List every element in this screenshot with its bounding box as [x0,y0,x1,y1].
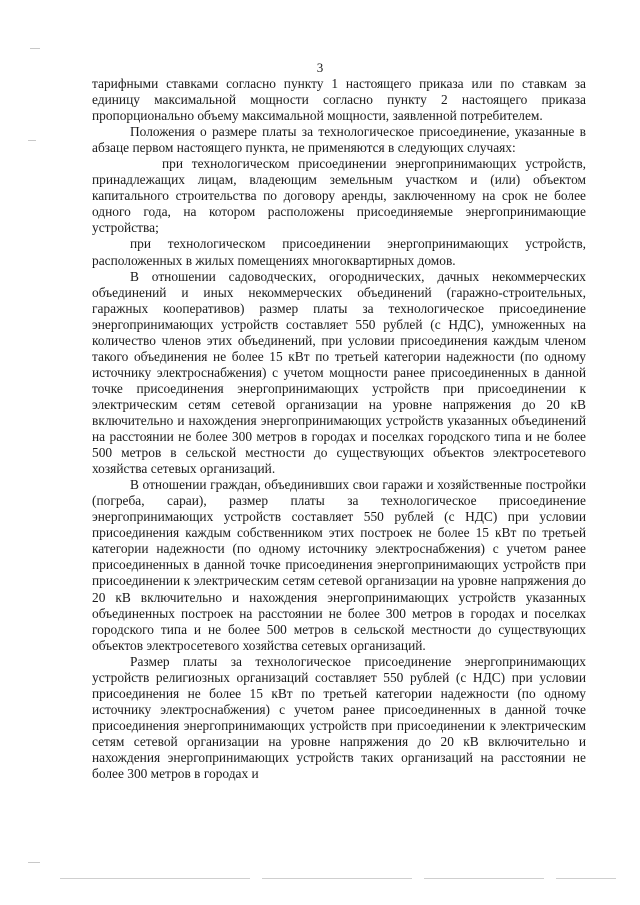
paragraph-garages: В отношении граждан, объединивших свои гаражи и хозяйственные постройки (погреба, сараи), размер платы за технологическое присоединение энергопринимающих устройств составляет 550 рублей (с НДС) при условии присоединения каждым собственником этих построек не более 15 кВт по третьей категории надежности (по одному источнику электроснабжения) с учетом ранее присоединенных в данной точке присоединения энергопринимающих устройств при присоединении к электрическим сетям сетевой организации на уровне напряжения до 20 кВ включительно и нахождения энергопринимающих устройств указанных объединенных построек на расстоянии не более 300 метров в городах и поселках городского типа и не более 500 метров в сельской местности до существующих объектов электросетевого хозяйства сетевых организаций. [92,477,586,653]
scan-bottom-line [262,878,412,879]
scan-bottom-line [424,878,544,879]
paragraph-garden-associations: В отношении садоводческих, огороднических, дачных некоммерческих объединений и иных некоммерческих объединений (гаражно-строительных, гаражных кооперативов) размер платы за технологическое присоединение энергопринимающих устройств составляет 550 рублей (с НДС), умноженных на количество членов этих объединений, при условии присоединения каждым членом такого объединения не более 15 кВт по третьей категории надежности (по одному источнику электроснабжения) с учетом мощности ранее присоединенных в данной точке присоединения энергопринимающих устройств при присоединении к электрическим сетям сетевой организации на уровне напряжения до 20 кВ включительно и нахождения энергопринимающих устройств указанных объединений на расстоянии не более 300 метров в городах и поселках городского типа и не более 500 метров в сельской местности до существующих объектов электросетевого хозяйства сетевых организаций. [92,268,586,477]
paragraph-religious-organizations: Размер платы за технологическое присоединение энергопринимающих устройств религиозных организаций составляет 550 рублей (с НДС) при условии присоединения не более 15 кВт по третьей категории надежности (по одному источнику электроснабжения) с учетом ранее присоединенных в данной точке присоединения энергопринимающих устройств при присоединении к электрическим сетям сетевой организации на уровне напряжения до 20 кВ включительно и нахождения энергопринимающих устройств таких организаций на расстоянии не более 300 метров в городах и [92,653,586,782]
scan-bottom-line [556,878,616,879]
scan-bottom-line [60,878,250,879]
paragraph-continuation: тарифными ставками согласно пункту 1 настоящего приказа или по ставкам за единицу максимальной мощности согласно пункту 2 настоящего приказа пропорционально объему максимальной мощности, заявленной потребителем. [92,76,586,124]
scan-edge-mark [28,140,36,141]
paragraph-exception-lease: при технологическом присоединении энергопринимающих устройств, принадлежащих лицам, владеющим земельным участком и (или) объектом капитального строительства по договору аренды, заключенному на срок не более одного года, на котором расположены присоединяемые энергопринимающие устройства; [92,156,586,236]
paragraph-exception-apartments: при технологическом присоединении энергопринимающих устройств, расположенных в жилых помещениях многоквартирных домов. [92,236,586,268]
page-number: 3 [316,60,324,75]
scan-edge-mark [28,862,40,863]
document-body [92,76,586,782]
paragraph-exceptions-intro: Положения о размере платы за технологическое присоединение, указанные в абзаце первом настоящего пункта, не применяются в следующих случаях: [92,124,586,156]
scan-edge-mark [30,48,40,49]
